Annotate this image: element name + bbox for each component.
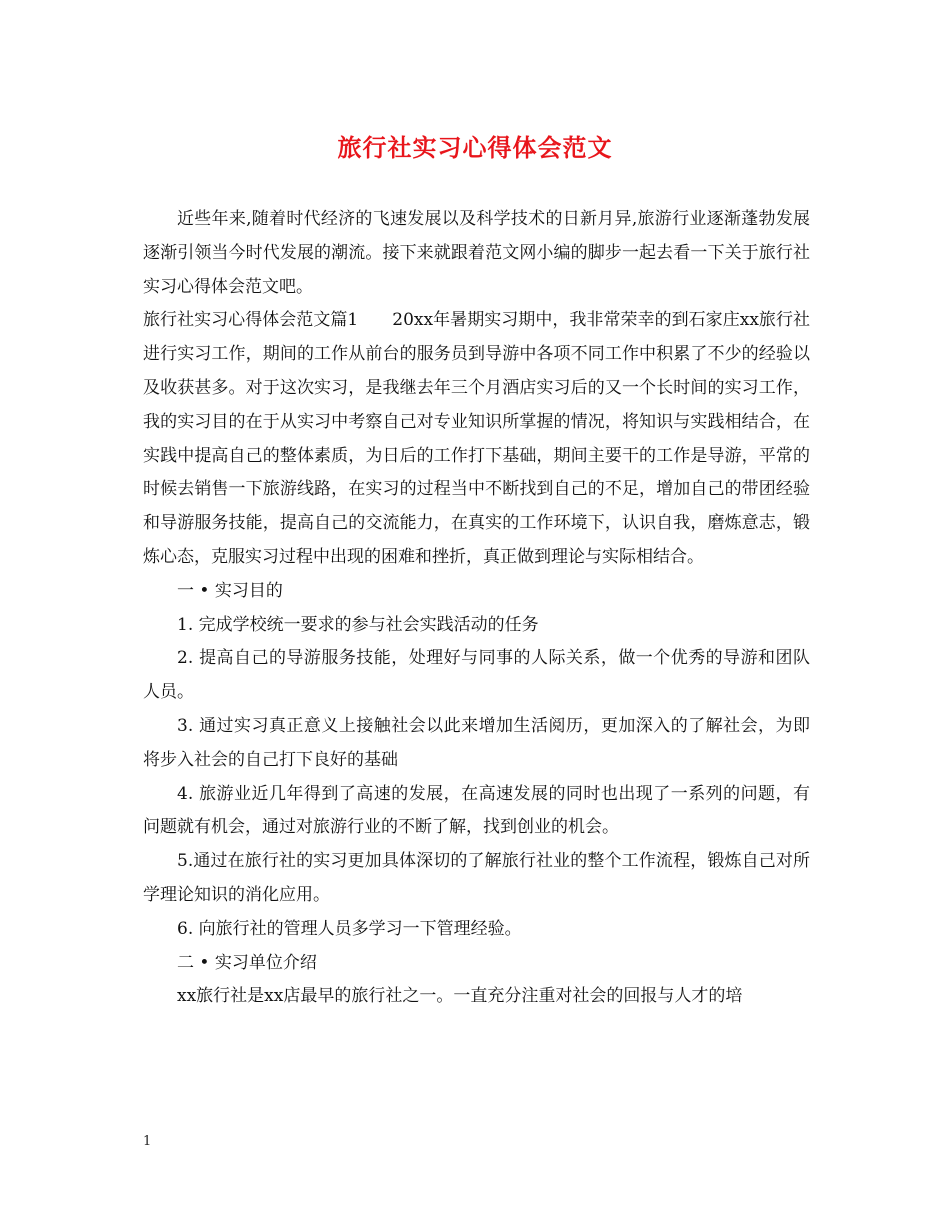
page-number: 1 bbox=[143, 1134, 152, 1149]
list-item-purpose-4: 4. 旅游业近几年得到了高速的发展，在高速发展的同时也出现了一系列的问题，有问题就有机会，通过对旅游行业的不断了解，找到创业的机会。 bbox=[143, 783, 810, 838]
paragraph-company-intro: xx旅行社是xx店最早的旅行社之一。一直充分注重对社会的回报与人才的培 bbox=[177, 986, 743, 1007]
paragraph-intro: 近些年来,随着时代经济的飞速发展以及科学技术的日新月异,旅游行业逐渐蓬勃发展逐渐引领当今时代发展的潮流。接下来就跟着范文网小编的脚步一起去看一下关于旅行社实习心得体会范文吧。 bbox=[143, 209, 810, 297]
list-item-purpose-2: 2. 提高自己的导游服务技能，处理好与同事的人际关系，做一个优秀的导游和团队人员。 bbox=[143, 648, 810, 703]
document-body bbox=[143, 203, 810, 1014]
section-heading-purpose: 一 • 实习目的 bbox=[177, 580, 283, 601]
list-item-purpose-3: 3. 通过实习真正意义上接触社会以此来增加生活阅历，更加深入的了解社会，为即将步入社会的自己打下良好的基础 bbox=[143, 715, 810, 770]
list-item-purpose-1: 1. 完成学校统一要求的参与社会实践活动的任务 bbox=[177, 614, 539, 635]
list-item-purpose-5: 5.通过在旅行社的实习更加具体深切的了解旅行社业的整个工作流程，锻炼自己对所学理论知识的消化应用。 bbox=[143, 851, 810, 905]
document-title: 旅行社实习心得体会范文 bbox=[337, 133, 613, 162]
list-item-purpose-6: 6. 向旅行社的管理人员多学习一下管理经验。 bbox=[177, 918, 522, 939]
paragraph-article-1: 旅行社实习心得体会范文篇1 20xx年暑期实习期中，我非常荣幸的到石家庄xx旅行社进行实习工作，期间的工作从前台的服务员到导游中各项不同工作中积累了不少的经验以及收获甚多。对于这次实习，是我继去年三个月酒店实习后的又一个长时间的实习工作，我的实习目的在于从实习中考察自己对专业知识所掌握的情况，将知识与实践相结合，在实践中提高自己的整体素质，为日后的工作打下基础，期间主要干的工作是导游，平常的时候去销售一下旅游线路，在实习的过程当中不断找到自己的不足，增加自己的带团经验和导游服务技能，提高自己的交流能力，在真实的工作环境下，认识自我，磨炼意志，锻炼心态，克服实习过程中出现的困难和挫折，真正做到理论与实际相结合。 bbox=[143, 310, 810, 567]
section-heading-company: 二 • 实习单位介绍 bbox=[177, 952, 317, 973]
